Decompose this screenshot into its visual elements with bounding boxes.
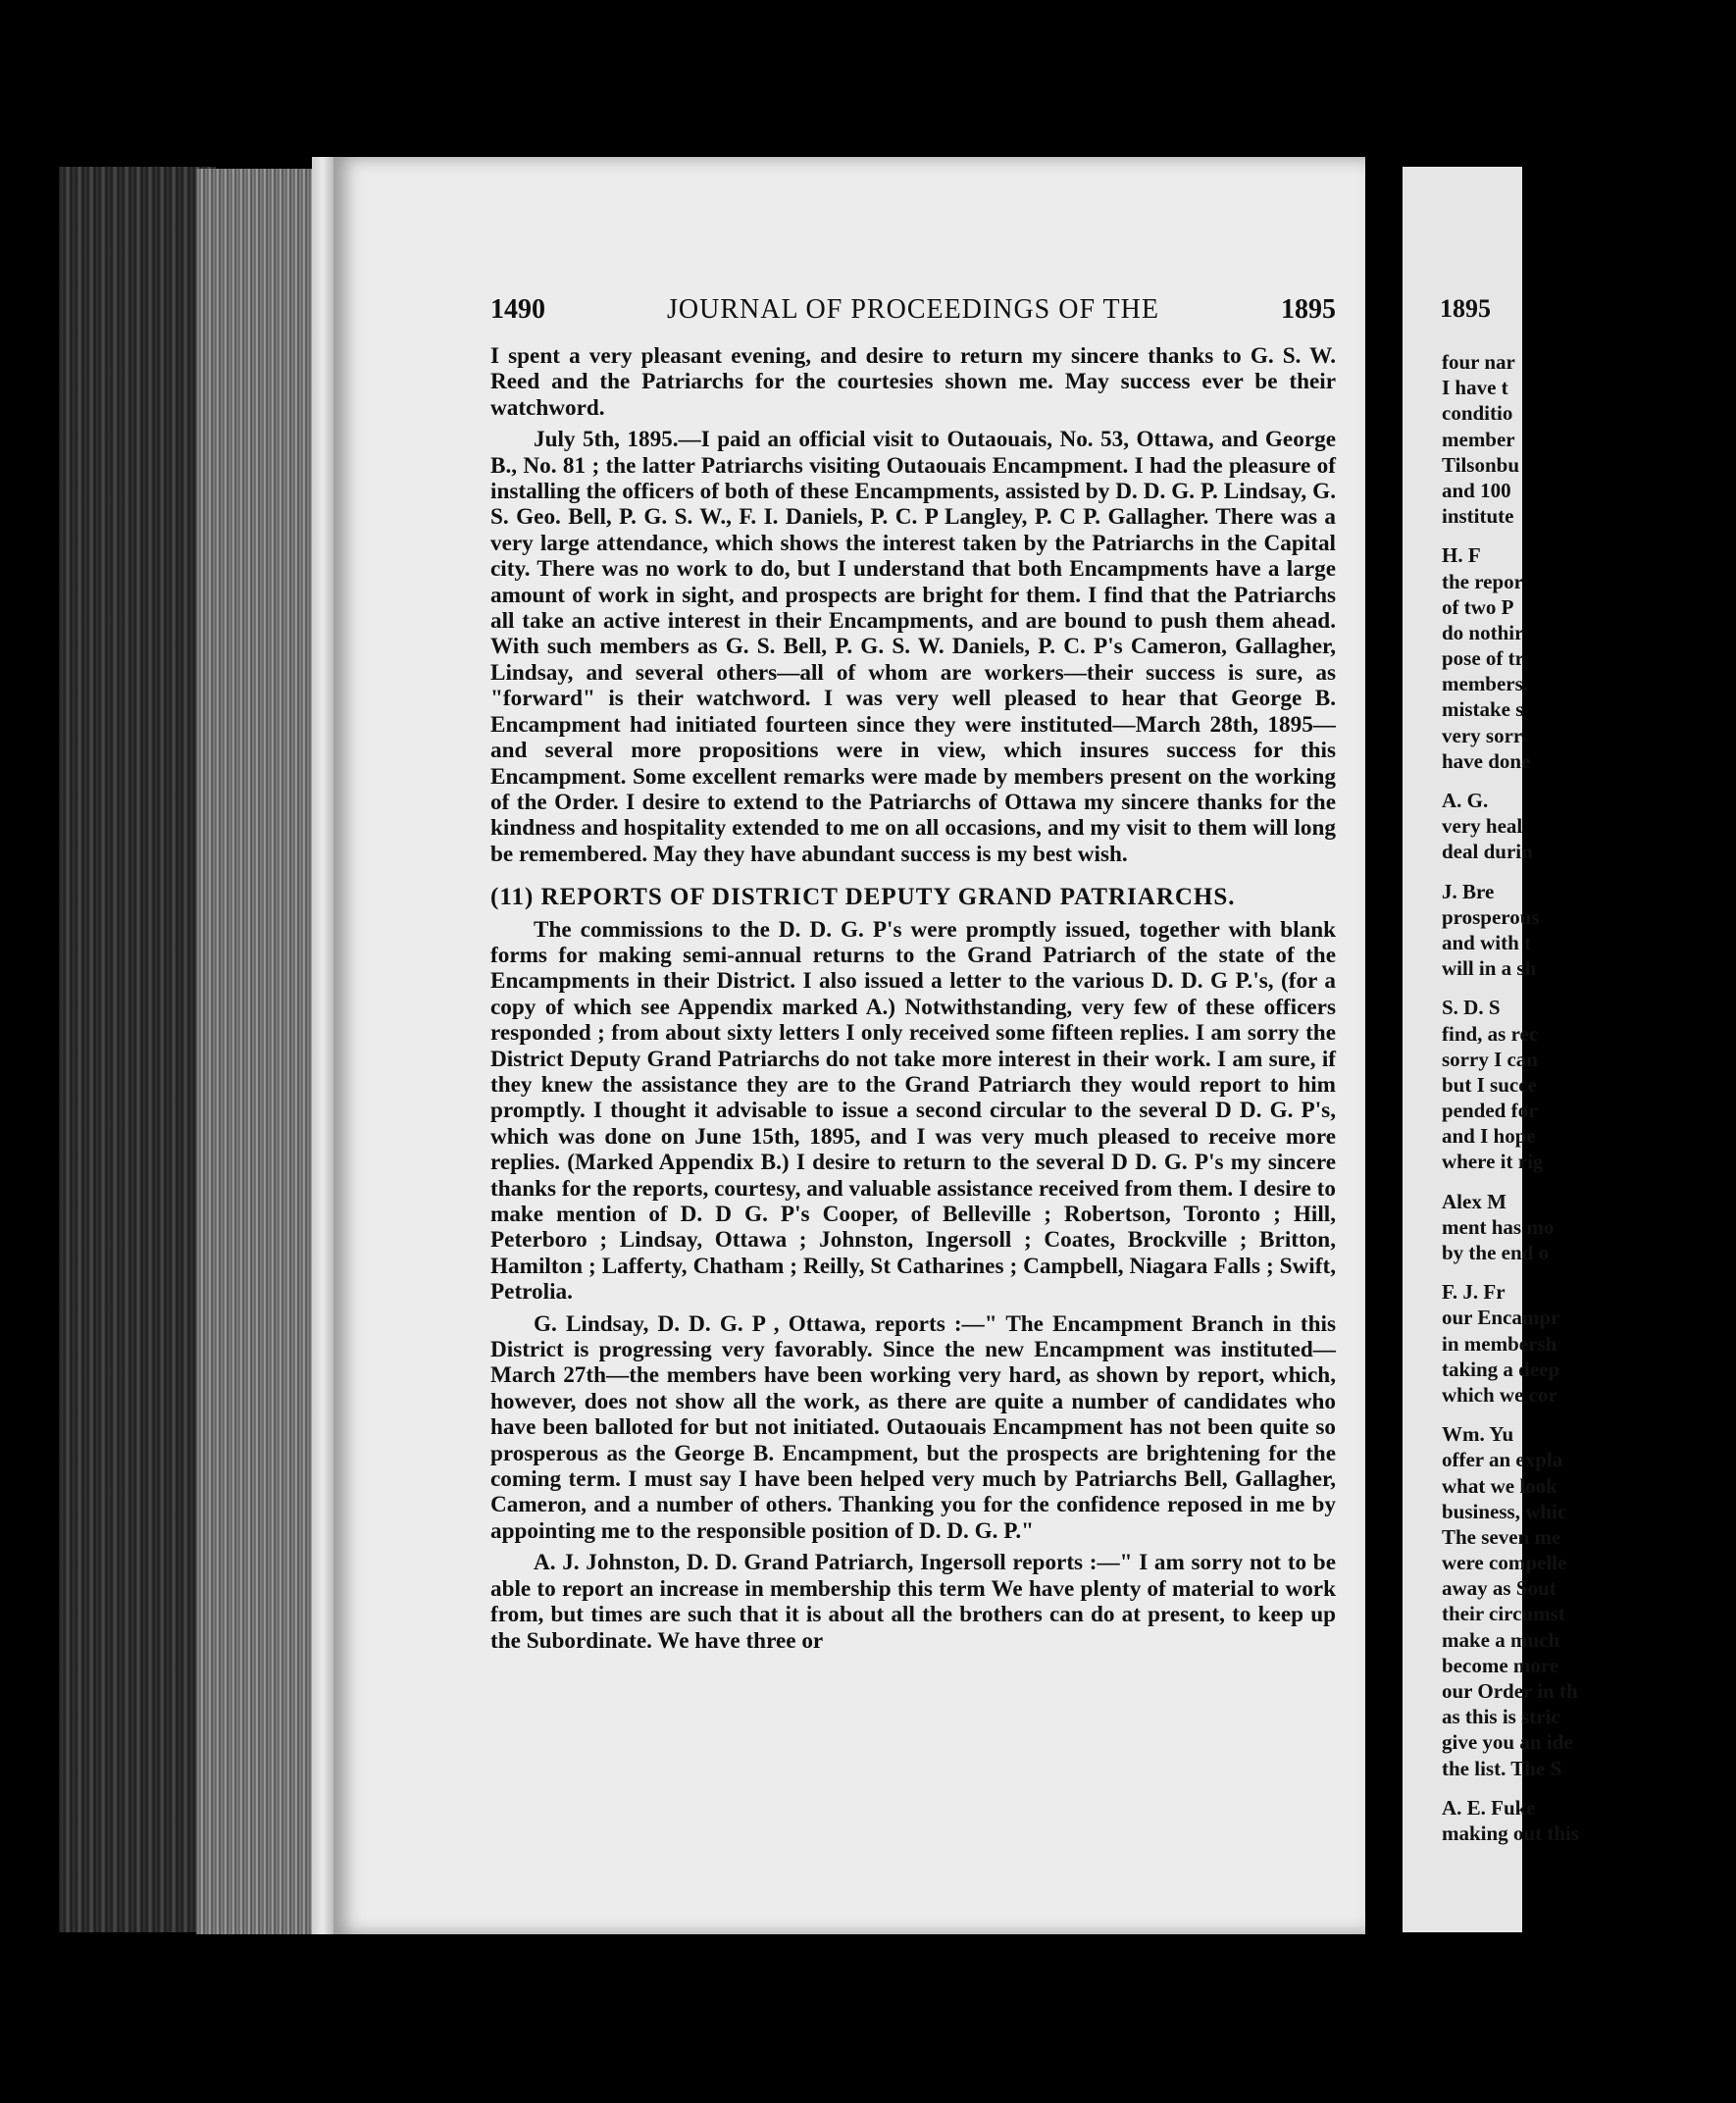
right-page-line: make a much (1442, 1627, 1560, 1652)
right-page-line: very sorr (1442, 723, 1523, 747)
paragraph-ottawa-visit: July 5th, 1895.—I paid an official visit to Outaouais, No. 53, Ottawa, and George B., No. 81 ; the latter Patriarchs visiting Outaouais Encampment. I had the pleasure of installing the officers of both of these Encampments, assisted by D. D. G. P. Lindsay, G. S. Geo. Bell, P. G. S. W., F. I. Daniels, P. C. P Langley, P. C P. Gallagher. There was a very large attendance, which shows the interest taken by the Patriarchs in the Capital city. There was no work to do, but I understand that both Encampments have a large amount of work in sight, and prospects are bright for them. I find that the Patriarchs all take an active interest in their Encampments, and are bound to push them ahead. With such members as G. S. Bell, P. G. S. W. Daniels, P. C. P's Cameron, Gallagher, Lindsay, and several others—all of whom are workers—their success is sure, as "forward" is their watchword. I was very well pleased to hear that George B. Encampment had initiated fourteen since they were instituted—March 28th, 1895—and several more propositions were in view, which insures success for this Encampment. Some excellent remarks were made by members present on the working of the Order. I desire to extend to the Patriarchs of Ottawa my sincere thanks for the kindness and hospitality extended to me on all occasions, and my visit to them will long be remembered. May they have abundant success is my best wish. (490, 427, 1336, 867)
right-page-line: making out this (1442, 1821, 1580, 1845)
right-page-line: but I succe (1442, 1072, 1537, 1097)
left-page (333, 157, 1365, 1934)
right-page-line: conditio (1442, 401, 1513, 426)
right-page-line: become more (1442, 1653, 1559, 1677)
paragraph-gap (1442, 865, 1736, 879)
right-page-line: four nar (1442, 350, 1515, 374)
right-page-line: mistake s (1442, 697, 1524, 722)
right-page-line: Wm. Yu (1442, 1422, 1514, 1447)
paragraph-gap (1442, 1408, 1736, 1421)
right-page-line: and with t (1442, 930, 1532, 954)
right-page-line: as this is stric (1442, 1705, 1560, 1729)
right-page-line: A. E. Fuke (1442, 1795, 1536, 1820)
right-page-line: I have t (1442, 376, 1508, 400)
right-page-line: A. G. (1442, 789, 1489, 812)
journal-title: JOURNAL OF PROCEEDINGS OF THE (667, 294, 1159, 325)
paragraph-lindsay-report: G. Lindsay, D. D. G. P , Ottawa, reports :—" The Encampment Branch in this District is progressing very favorably. Since the new Encampment was instituted—March 27th—the members have been working very hard, as shown by report, which, however, does not show all the work, as there are quite a number of candidates who have been balloted for but not initiated. Outaouais Encampment has not been quite so prosperous as the George B. Encampment, but the prospects are brightening for the coming term. I must say I have been helped very much by Patriarchs Bell, Gallagher, Cameron, and a number of others. Thanking you for the confidence reposed in me by appointing me to the responsible position of D. D. G. P." (490, 1310, 1336, 1544)
paragraph-gap (1442, 529, 1736, 542)
right-page-line: Alex M (1442, 1189, 1506, 1213)
right-page-line: of two P (1442, 594, 1514, 619)
right-page-line: offer an expla (1442, 1448, 1563, 1472)
right-page-line: our Encampr (1442, 1306, 1560, 1330)
right-page-line: and 100 (1442, 478, 1511, 502)
right-page-line: members. (1442, 672, 1529, 696)
section-heading: (11) REPORTS OF DISTRICT DEPUTY GRAND PATRIARCHS. (490, 884, 1236, 911)
body-text (490, 343, 1336, 1660)
right-page-line: where it rig (1442, 1150, 1544, 1174)
right-page-line: the repor (1442, 569, 1524, 593)
right-page-line: Tilsonbu (1442, 452, 1520, 477)
right-page-line: The seven me (1442, 1524, 1561, 1549)
page-edge-highlight (312, 157, 333, 1934)
right-page-line: their circumst (1442, 1602, 1565, 1626)
page-number: 1490 (490, 294, 545, 325)
paragraph-gap (1442, 1175, 1736, 1189)
right-page-line: by the end o (1442, 1241, 1550, 1264)
right-page-fragment (1403, 167, 1580, 1932)
paragraph-gap (1442, 981, 1736, 995)
paragraph-intro: I spent a very pleasant evening, and desire to return my sincere thanks to G. S. W. Reed and the Patriarchs for the courtesies shown me. May success ever be their watchword. (490, 343, 1336, 421)
right-page-line: deal durin (1442, 840, 1533, 864)
right-page-line: have done (1442, 748, 1531, 773)
right-page-line: which we cor (1442, 1382, 1557, 1407)
right-page-line: H. F (1442, 543, 1481, 568)
right-page-line: our Order in th (1442, 1679, 1578, 1703)
right-page-line: the list. The S (1442, 1756, 1562, 1780)
right-page-line: business, whic (1442, 1499, 1567, 1523)
right-page-line: J. Bre (1442, 879, 1495, 903)
right-page-line: F. J. Fr (1442, 1280, 1506, 1305)
right-page-line: will in a sh (1442, 956, 1537, 981)
right-page-line: ment has mo (1442, 1214, 1555, 1239)
right-page-line: pended for (1442, 1099, 1538, 1123)
running-head (490, 294, 1336, 333)
right-page-line: very heal (1442, 814, 1523, 839)
paragraph-gap (1442, 1265, 1736, 1279)
right-page-line: do nothir (1442, 620, 1524, 644)
right-page-line: S. D. S (1442, 996, 1501, 1020)
book-spine (59, 167, 216, 1932)
paragraph-commissions: The commissions to the D. D. G. P's were promptly issued, together with blank forms for making semi-annual returns to the Grand Patriarch of the state of the Encampments in their District. I also issued a letter to the various D. D. G P.'s, (for a copy of which see Appendix marked A.) Notwithstanding, very few of these officers responded ; from about sixty letters I only received some fifteen replies. I am sorry the District Deputy Grand Patriarchs do not take more interest in their work. I am sure, if they knew the assistance they are to the Grand Patriarch they would report to him promptly. I thought it advisable to issue a second circular to the several D D. G. P's, which was done on June 15th, 1895, and I was very much pleased to receive more replies. (Marked Appendix B.) I desire to return to the several D D. G. P's my sincere thanks for the reports, courtesy, and valuable assistance received from them. I desire to make mention of D. D G. P's Cooper, of Belleville ; Robertson, Toronto ; Hill, Peterboro ; Lindsay, Ottawa ; Johnston, Ingersoll ; Coates, Brockville ; Britton, Hamilton ; Lafferty, Chatham ; Reilly, St Catharines ; Campbell, Niagara Falls ; Swift, Petrolia. (490, 916, 1336, 1306)
right-page-lines (1442, 349, 1736, 1846)
right-page-line: institute (1442, 504, 1514, 529)
right-page-line: give you an ide (1442, 1730, 1573, 1755)
paragraph-gap (1442, 774, 1736, 788)
header-year: 1895 (1281, 294, 1336, 325)
paragraph-gap (1442, 1781, 1736, 1795)
right-page-year: 1895 (1440, 294, 1491, 323)
right-page-line: and I hope (1442, 1124, 1536, 1149)
right-page-line: were compelle (1442, 1551, 1567, 1575)
right-page-line: sorry I can (1442, 1047, 1538, 1071)
right-page-line: find, as rec (1442, 1021, 1539, 1046)
right-page-line: member (1442, 427, 1515, 451)
right-page-line: in membersh (1442, 1331, 1557, 1356)
right-page-line: taking a deep (1442, 1357, 1560, 1381)
right-page-line: what we look (1442, 1473, 1557, 1498)
right-page-line: prosperous (1442, 904, 1540, 929)
right-page-line: pose of tr (1442, 646, 1524, 671)
right-page-line: away as Sout (1442, 1576, 1557, 1601)
paragraph-johnston-report: A. J. Johnston, D. D. Grand Patriarch, Ingersoll reports :—" I am sorry not to be able to report an increase in membership this term We have plenty of material to work from, but times are such that it is about all the brothers can do at present, to keep up the Subordinate. We have three or (490, 1550, 1336, 1654)
